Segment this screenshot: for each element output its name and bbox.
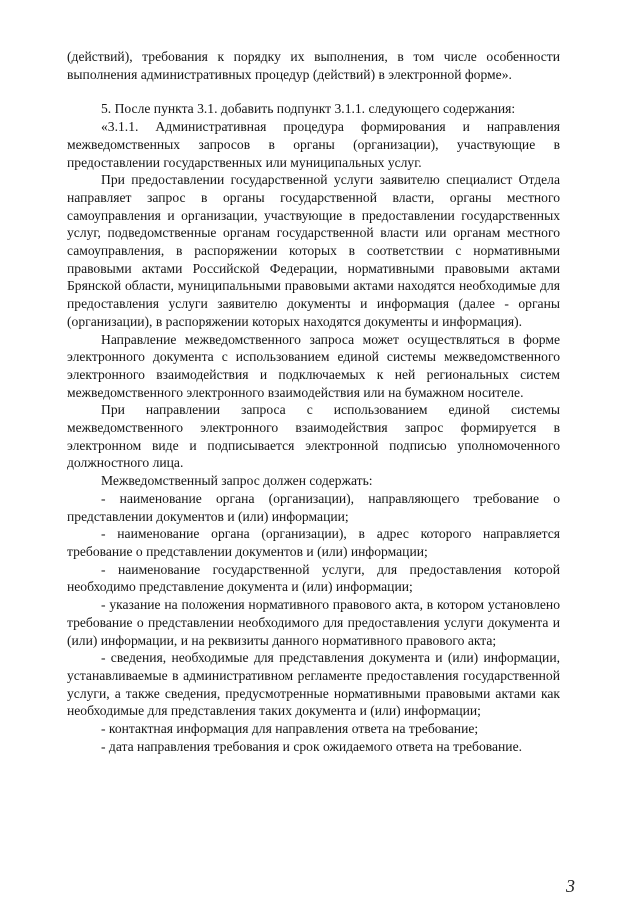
list-item: - указание на положения нормативного правового акта, в котором установлено требование о представлении необходимого для предоставления услуги документа и (или) информации, и на реквизиты данного нормативного правового акта; [67,597,560,648]
paragraph-request-contents: Межведомственный запрос должен содержать: [101,473,373,489]
document-body [67,48,560,755]
list-item: - наименование государственной услуги, для предоставления которой необходимо представление документа и (или) информации; [67,561,560,595]
paragraph-request-body: При предоставлении государственной услуги заявителю специалист Отдела направляет запрос в органы государственной власти, органы местного самоуправления и организации, участвующие в предоставлении государственных услуг, подведомственные органам государственной власти или органам местного самоуправления, в распоряжении которых в соответствии с нормативными правовыми актами Российской Федерации, нормативными правовыми актами Брянской области, муниципальными правовыми актами находятся необходимые для предоставления услуги заявителю документы и информация (далее - органы (организации), в распоряжении которых находятся документы и информация). [67,172,560,329]
paragraph-subsection-3-1-1: «3.1.1. Административная процедура формирования и направления межведомственных запросов в органы (организации), участвующие в предоставлении государственных или муниципальных услуг. [67,119,560,170]
list-item: - контактная информация для направления ответа на требование; [101,721,479,737]
list-item: - дата направления требования и срок ожидаемого ответа на требование. [101,738,523,754]
paragraph-continuation: (действий), требования к порядку их выполнения, в том числе особенности выполнения административных процедур (действий) в электронной форме». [67,49,560,82]
paragraph-item-5: 5. После пункта 3.1. добавить подпункт 3.1.1. следующего содержания: [101,101,516,117]
list-item: - наименование органа (организации), в адрес которого направляется требование о представлении документов и (или) информации; [67,526,560,559]
page-number: 3 [566,876,575,896]
list-item: - сведения, необходимые для представления документа и (или) информации, устанавливаемые в административном регламенте предоставления государственной услуги, а также сведения, предусмотренные нормативными правовыми актами как необходимые для представления таких документа и (или) информации; [67,650,560,719]
paragraph-request-form: Направление межведомственного запроса может осуществляться в форме электронного документа с использованием единой системы межведомственного электронного взаимодействия и подключаемых к ней региональных систем межведомственного электронного взаимодействия или на бумажном носителе. [67,331,560,400]
list-item: - наименование органа (организации), направляющего требование о представлении документов и (или) информации; [67,490,560,524]
paragraph-electronic-signature: При направлении запроса с использованием единой системы межведомственного электронного взаимодействия запрос формируется в электронном виде и подписывается электронной подписью уполномоченного должностного лица. [67,402,560,471]
